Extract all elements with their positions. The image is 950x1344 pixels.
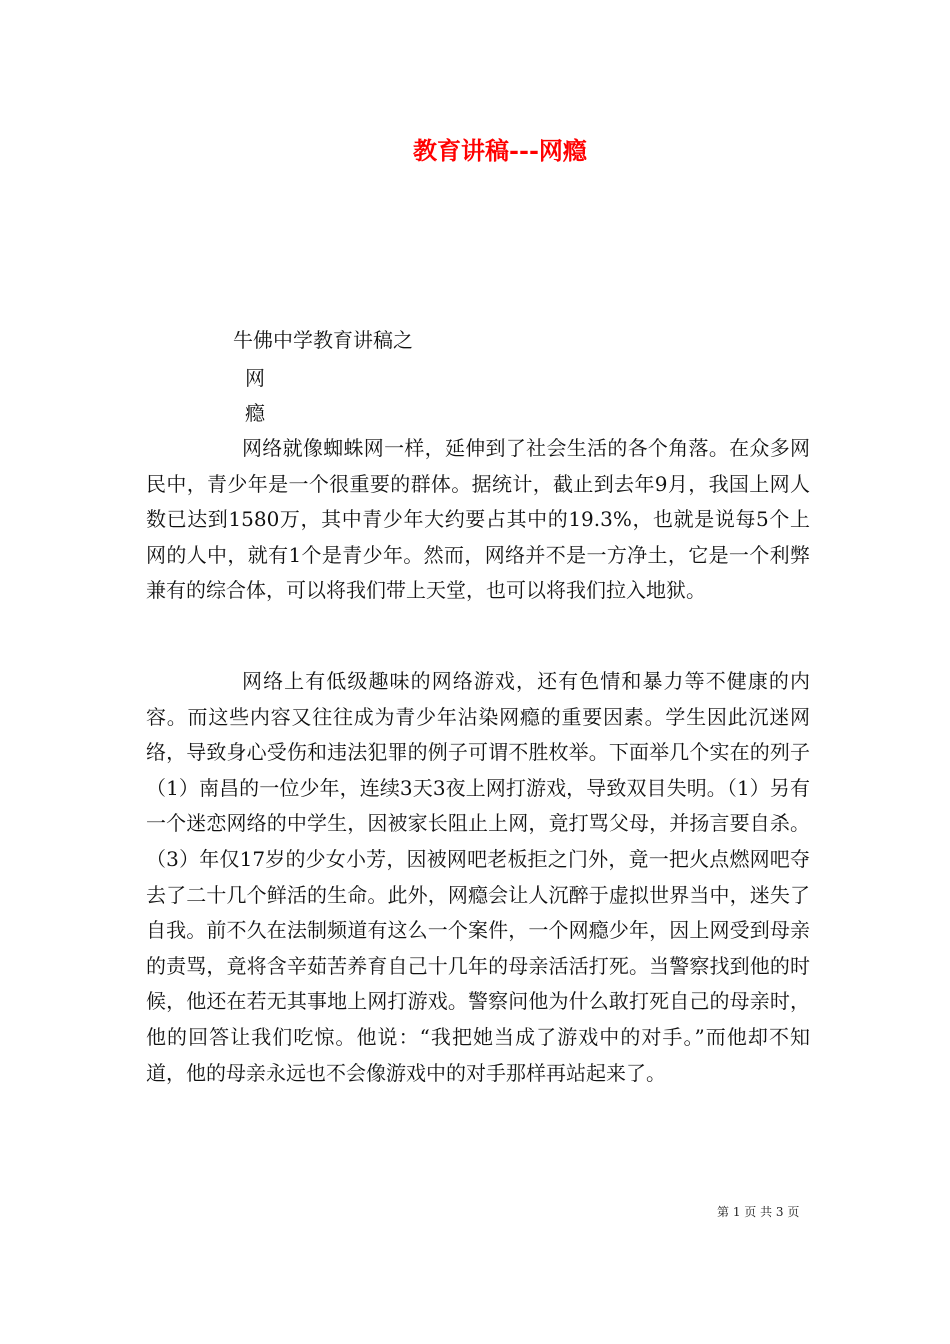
paragraph-1: 网络就像蜘蛛网一样，延伸到了社会生活的各个角落。在众多网民中，青少年是一个很重要的群体。据统计，截止到去年9月，我国上网人数已达到1580万，其中青少年大约要占其中的19.3%，也就是说每5个上网的人中，就有1个是青少年。然而，网络并不是一方净土，它是一个利弊兼有的综合体，可以将我们带上天堂，也可以将我们拉入地狱。 xyxy=(146,436,810,603)
document-title: 教育讲稿---网瘾 xyxy=(413,136,587,165)
subtitle-school: 牛佛中学教育讲稿之 xyxy=(233,328,413,352)
page-footer: 第 1 页 共 3 页 xyxy=(717,1205,800,1219)
paragraph-2: 网络上有低级趣味的网络游戏，还有色情和暴力等不健康的内容。而这些内容又往往成为青少年沾染网瘾的重要因素。学生因此沉迷网络，导致身心受伤和违法犯罪的例子可谓不胜枚举。下面举几个实在的列子（1）南昌的一位少年，连续3天3夜上网打游戏，导致双目失明。（1）另有一个迷恋网络的中学生，因被家长阻止上网，竟打骂父母，并扬言要自杀。（3）年仅17岁的少女小芳，因被网吧老板拒之门外，竟一把火点燃网吧夺去了二十几个鲜活的生命。此外，网瘾会让人沉醉于虚拟世界当中，迷失了自我。前不久在法制频道有这么一个案件，一个网瘾少年，因上网受到母亲的责骂，竟将含辛茹苦养育自己十几年的母亲活活打死。当警察找到他的时候，他还在若无其事地上网打游戏。警察问他为什么敢打死自己的母亲时，他的回答让我们吃惊。他说：“我把她当成了游戏中的对手。”而他却不知道，他的母亲永远也不会像游戏中的对手那样再站起来了。 xyxy=(146,669,810,1085)
subtitle-char-1: 网 xyxy=(245,366,265,390)
subtitle-char-2: 瘾 xyxy=(245,401,265,425)
